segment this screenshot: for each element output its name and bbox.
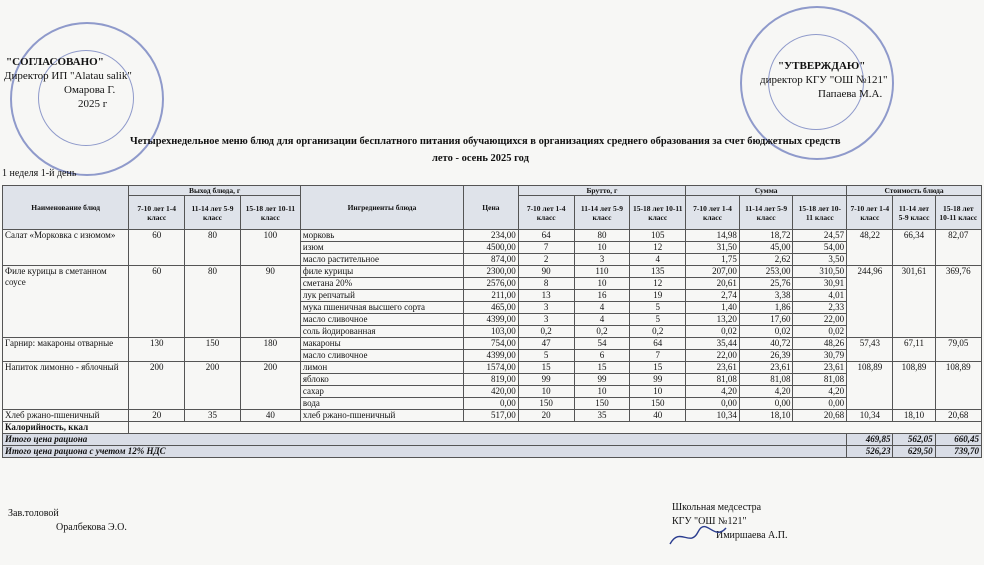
ingredient-price: 874,00 (464, 254, 519, 266)
dish-cost: 66,34 (893, 230, 935, 266)
ingredient-name: мука пшеничная высшего сорта (300, 302, 463, 314)
table-row (3, 230, 982, 242)
sum-value: 14,98 (686, 230, 740, 242)
brutto-value: 135 (630, 266, 686, 278)
sum-value: 4,20 (793, 386, 847, 398)
sum-value: 20,61 (686, 278, 740, 290)
table-row (3, 410, 982, 422)
week-label: 1 неделя 1-й день (2, 168, 77, 179)
agreed-line3: 2025 г (78, 98, 108, 110)
sum-value: 0,00 (686, 398, 740, 410)
dish-cost: 301,61 (893, 266, 935, 338)
ingredient-price: 1574,00 (464, 362, 519, 374)
sum-value: 54,00 (793, 242, 847, 254)
ingredient-price: 2300,00 (464, 266, 519, 278)
ingredient-name: масло растительное (300, 254, 463, 266)
brutto-value: 5 (518, 350, 574, 362)
dish-output: 150 (185, 338, 241, 362)
th-age1: 7-10 лет 1-4 класс (686, 196, 740, 230)
ingredient-price: 0,00 (464, 398, 519, 410)
brutto-value: 4 (574, 302, 630, 314)
sum-value: 81,08 (686, 374, 740, 386)
ingredient-name: лук репчатый (300, 290, 463, 302)
ingredient-price: 465,00 (464, 302, 519, 314)
brutto-value: 150 (630, 398, 686, 410)
ingredient-name: соль йодированная (300, 326, 463, 338)
menu-season: лето - осень 2025 год (432, 153, 529, 164)
sum-value: 40,72 (739, 338, 793, 350)
brutto-value: 12 (630, 278, 686, 290)
brutto-value: 47 (518, 338, 574, 350)
dish-output: 200 (129, 362, 185, 410)
sum-value: 1,40 (686, 302, 740, 314)
ingredient-price: 103,00 (464, 326, 519, 338)
sum-value: 45,00 (739, 242, 793, 254)
th-price: Цена (464, 186, 519, 230)
brutto-value: 105 (630, 230, 686, 242)
brutto-value: 90 (518, 266, 574, 278)
brutto-value: 64 (518, 230, 574, 242)
brutto-value: 13 (518, 290, 574, 302)
ingredient-price: 420,00 (464, 386, 519, 398)
sum-value: 4,20 (686, 386, 740, 398)
dish-cost: 48,22 (847, 230, 893, 266)
sum-value: 48,26 (793, 338, 847, 350)
sum-value: 2,62 (739, 254, 793, 266)
th-age3: 15-18 лет 10-11 класс (793, 196, 847, 230)
sum-value: 0,02 (793, 326, 847, 338)
sign-left-name: Оралбекова Э.О. (56, 522, 127, 533)
ingredient-name: филе курицы (300, 266, 463, 278)
total-vat-value: 739,70 (935, 446, 981, 458)
sum-value: 253,00 (739, 266, 793, 278)
dish-cost: 108,89 (847, 362, 893, 410)
dish-cost: 67,11 (893, 338, 935, 362)
dish-name: Хлеб ржано-пшеничный (3, 410, 129, 422)
ingredient-price: 4500,00 (464, 242, 519, 254)
brutto-value: 40 (630, 410, 686, 422)
ingredient-name: хлеб ржано-пшеничный (300, 410, 463, 422)
dish-cost: 18,10 (893, 410, 935, 422)
brutto-value: 19 (630, 290, 686, 302)
dish-name: Филе курицы в сметанном соусе (3, 266, 129, 338)
total-label: Итого цена рациона (3, 434, 847, 446)
ingredient-name: лимон (300, 362, 463, 374)
sum-value: 30,91 (793, 278, 847, 290)
sum-value: 23,61 (686, 362, 740, 374)
th-age1: 7-10 лет 1-4 класс (129, 196, 185, 230)
brutto-value: 6 (574, 350, 630, 362)
dish-cost: 20,68 (935, 410, 981, 422)
brutto-value: 54 (574, 338, 630, 350)
dish-output: 40 (240, 410, 300, 422)
ingredient-name: макароны (300, 338, 463, 350)
brutto-value: 150 (518, 398, 574, 410)
ingredient-name: вода (300, 398, 463, 410)
sum-value: 17,60 (739, 314, 793, 326)
sum-value: 23,61 (793, 362, 847, 374)
sum-value: 2,33 (793, 302, 847, 314)
dish-output: 80 (185, 230, 241, 266)
dish-output: 35 (185, 410, 241, 422)
sum-value: 310,50 (793, 266, 847, 278)
total-vat-label: Итого цена рациона с учетом 12% НДС (3, 446, 847, 458)
dish-cost: 57,43 (847, 338, 893, 362)
ingredient-price: 4399,00 (464, 350, 519, 362)
sum-value: 2,74 (686, 290, 740, 302)
sum-value: 3,50 (793, 254, 847, 266)
brutto-value: 20 (518, 410, 574, 422)
th-age3: 15-18 лет 10-11 класс (935, 196, 981, 230)
total-value: 660,45 (935, 434, 981, 446)
sum-value: 31,50 (686, 242, 740, 254)
agreed-line1: Директор ИП "Alatau salik" (4, 70, 132, 82)
sum-value: 35,44 (686, 338, 740, 350)
brutto-value: 4 (574, 314, 630, 326)
brutto-value: 8 (518, 278, 574, 290)
dish-cost: 108,89 (935, 362, 981, 410)
sum-value: 20,68 (793, 410, 847, 422)
dish-output: 200 (240, 362, 300, 410)
sign-right-org: КГУ "ОШ №121" (672, 516, 747, 527)
brutto-value: 0,2 (630, 326, 686, 338)
sum-value: 81,08 (793, 374, 847, 386)
brutto-value: 16 (574, 290, 630, 302)
sum-value: 0,02 (739, 326, 793, 338)
calories-label: Калорийность, ккал (3, 422, 129, 434)
sum-value: 4,20 (739, 386, 793, 398)
table-row (3, 266, 982, 278)
brutto-value: 150 (574, 398, 630, 410)
sum-value: 207,00 (686, 266, 740, 278)
sum-value: 1,75 (686, 254, 740, 266)
th-age2: 11-14 лет 5-9 класс (185, 196, 241, 230)
brutto-value: 99 (518, 374, 574, 386)
approved-line1: директор КГУ "ОШ №121" (760, 74, 888, 86)
dish-output: 90 (240, 266, 300, 338)
sum-value: 18,72 (739, 230, 793, 242)
sum-value: 4,01 (793, 290, 847, 302)
dish-cost: 369,76 (935, 266, 981, 338)
ingredient-name: изюм (300, 242, 463, 254)
brutto-value: 80 (574, 230, 630, 242)
dish-cost: 244,96 (847, 266, 893, 338)
sum-value: 10,34 (686, 410, 740, 422)
agreed-line2: Омарова Г. (64, 84, 116, 96)
calories-empty (129, 422, 982, 434)
ingredient-price: 234,00 (464, 230, 519, 242)
ingredient-name: яблоко (300, 374, 463, 386)
dish-output: 180 (240, 338, 300, 362)
approved-label: "УТВЕРЖДАЮ" (778, 60, 866, 72)
sum-value: 0,00 (793, 398, 847, 410)
sum-value: 22,00 (686, 350, 740, 362)
menu-table (2, 185, 982, 458)
dish-output: 100 (240, 230, 300, 266)
ingredient-price: 2576,00 (464, 278, 519, 290)
th-age1: 7-10 лет 1-4 класс (847, 196, 893, 230)
sum-value: 0,02 (686, 326, 740, 338)
brutto-value: 110 (574, 266, 630, 278)
agreed-label: "СОГЛАСОВАНО" (6, 56, 104, 68)
dish-output: 200 (185, 362, 241, 410)
brutto-value: 99 (574, 374, 630, 386)
sign-right-role: Школьная медсестра (672, 502, 762, 513)
total-vat-value: 629,50 (893, 446, 935, 458)
dish-output: 130 (129, 338, 185, 362)
brutto-value: 99 (630, 374, 686, 386)
table-row (3, 338, 982, 350)
dish-cost: 108,89 (893, 362, 935, 410)
brutto-value: 15 (518, 362, 574, 374)
sum-value: 23,61 (739, 362, 793, 374)
sum-value: 18,10 (739, 410, 793, 422)
th-output: Выход блюда, г (129, 186, 301, 196)
ingredient-price: 754,00 (464, 338, 519, 350)
dish-cost: 10,34 (847, 410, 893, 422)
th-age2: 11-14 лет 5-9 класс (574, 196, 630, 230)
brutto-value: 3 (518, 302, 574, 314)
dish-output: 80 (185, 266, 241, 338)
dish-cost: 79,05 (935, 338, 981, 362)
brutto-value: 2 (518, 254, 574, 266)
ingredient-price: 517,00 (464, 410, 519, 422)
sum-value: 30,79 (793, 350, 847, 362)
sum-value: 13,20 (686, 314, 740, 326)
ingredient-name: масло сливочное (300, 350, 463, 362)
th-brutto: Брутто, г (518, 186, 685, 196)
brutto-value: 10 (518, 386, 574, 398)
th-ingredients: Ингредиенты блюда (300, 186, 463, 230)
total-value: 469,85 (847, 434, 893, 446)
brutto-value: 7 (518, 242, 574, 254)
ingredient-name: масло сливочное (300, 314, 463, 326)
brutto-value: 10 (574, 278, 630, 290)
brutto-value: 5 (630, 314, 686, 326)
approved-line2: Папаева М.А. (818, 88, 883, 100)
table-row (3, 362, 982, 374)
dish-output: 20 (129, 410, 185, 422)
brutto-value: 12 (630, 242, 686, 254)
sign-left-role: Зав.толовой (8, 508, 59, 519)
sum-value: 0,00 (739, 398, 793, 410)
th-cost: Стоимость блюда (847, 186, 982, 196)
ingredient-name: сметана 20% (300, 278, 463, 290)
brutto-value: 3 (574, 254, 630, 266)
dish-name: Салат «Морковка с изюмом» (3, 230, 129, 266)
th-age3: 15-18 лет 10-11 класс (630, 196, 686, 230)
total-vat-value: 526,23 (847, 446, 893, 458)
dish-cost: 82,07 (935, 230, 981, 266)
brutto-value: 0,2 (574, 326, 630, 338)
brutto-value: 5 (630, 302, 686, 314)
brutto-value: 4 (630, 254, 686, 266)
brutto-value: 10 (574, 386, 630, 398)
brutto-value: 15 (630, 362, 686, 374)
dish-name: Гарнир: макароны отварные (3, 338, 129, 362)
brutto-value: 10 (630, 386, 686, 398)
brutto-value: 0,2 (518, 326, 574, 338)
sum-value: 25,76 (739, 278, 793, 290)
total-value: 562,05 (893, 434, 935, 446)
sum-value: 26,39 (739, 350, 793, 362)
ingredient-price: 819,00 (464, 374, 519, 386)
sum-value: 1,86 (739, 302, 793, 314)
brutto-value: 7 (630, 350, 686, 362)
ingredient-name: морковь (300, 230, 463, 242)
th-dish: Наименование блюд (3, 186, 129, 230)
ingredient-price: 211,00 (464, 290, 519, 302)
brutto-value: 35 (574, 410, 630, 422)
sum-value: 81,08 (739, 374, 793, 386)
brutto-value: 15 (574, 362, 630, 374)
sign-right-name: Имиршаева А.П. (716, 530, 788, 541)
th-age2: 11-14 лет 5-9 класс (739, 196, 793, 230)
dish-output: 60 (129, 266, 185, 338)
th-sum: Сумма (686, 186, 847, 196)
th-age1: 7-10 лет 1-4 класс (518, 196, 574, 230)
sum-value: 3,38 (739, 290, 793, 302)
brutto-value: 3 (518, 314, 574, 326)
signature-mark (668, 522, 728, 550)
brutto-value: 64 (630, 338, 686, 350)
ingredient-price: 4399,00 (464, 314, 519, 326)
menu-title: Четырехнедельное меню блюд для организации бесплатного питания обучающихся в организациях среднего образования за счет бюджетных средств (130, 136, 841, 147)
th-age3: 15-18 лет 10-11 класс (240, 196, 300, 230)
dish-output: 60 (129, 230, 185, 266)
sum-value: 22,00 (793, 314, 847, 326)
ingredient-name: сахар (300, 386, 463, 398)
th-age2: 11-14 лет 5-9 класс (893, 196, 935, 230)
brutto-value: 10 (574, 242, 630, 254)
sum-value: 24,57 (793, 230, 847, 242)
dish-name: Напиток лимонно - яблочный (3, 362, 129, 410)
